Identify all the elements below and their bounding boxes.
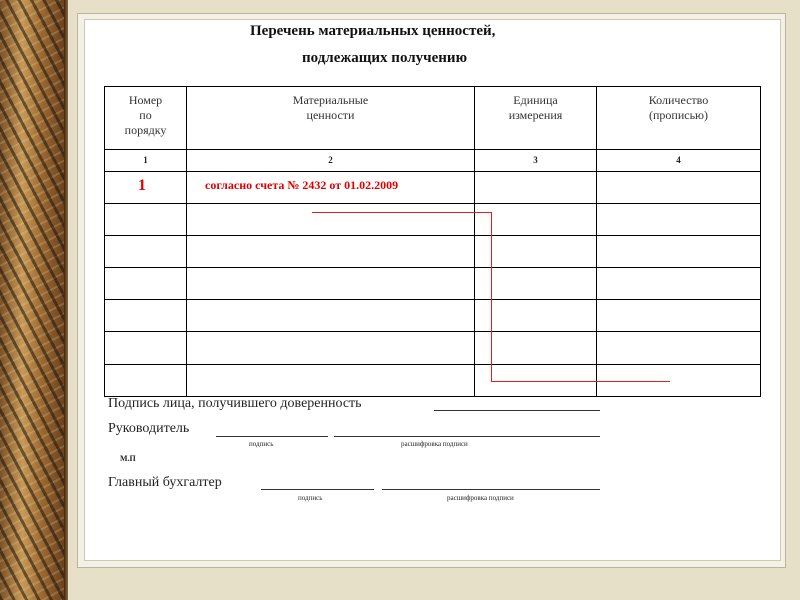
row-number: 1 xyxy=(138,177,146,194)
accountant-decode-caption: расшифровка подписи xyxy=(447,494,514,502)
director-decode-caption: расшифровка подписи xyxy=(401,440,468,448)
column-number-1: 1 xyxy=(143,155,148,165)
header-unit: Единица измерения xyxy=(508,93,563,122)
header-material-values: Материальные ценности xyxy=(292,93,369,122)
accountant-label: Главный бухгалтер xyxy=(108,475,222,490)
column-number-2: 2 xyxy=(328,155,333,165)
row-item-text: согласно счета № 2432 от 01.02.2009 xyxy=(205,178,399,192)
column-number-4: 4 xyxy=(676,155,681,165)
accountant-signature-line xyxy=(261,489,374,490)
column-number-3: 3 xyxy=(533,155,538,165)
decorative-wood-stripe xyxy=(0,0,64,600)
proxy-signature-label: Подпись лица, получившего доверенность xyxy=(108,396,362,411)
header-number: Номер по порядку xyxy=(124,93,167,137)
director-label: Руководитель xyxy=(108,421,190,436)
director-decode-line xyxy=(334,436,600,437)
header-quantity: Количество (прописью) xyxy=(648,93,709,122)
accountant-decode-line xyxy=(382,489,600,490)
accountant-signature-caption: подпись xyxy=(298,494,323,502)
proxy-signature-line xyxy=(434,410,600,411)
document-title-line-2: подлежащих получению xyxy=(302,50,468,66)
document-title-line-1: Перечень материальных ценностей, xyxy=(250,23,496,39)
director-signature-caption: подпись xyxy=(249,440,274,448)
stamp-label: М.П xyxy=(120,454,136,463)
director-signature-line xyxy=(216,436,328,437)
